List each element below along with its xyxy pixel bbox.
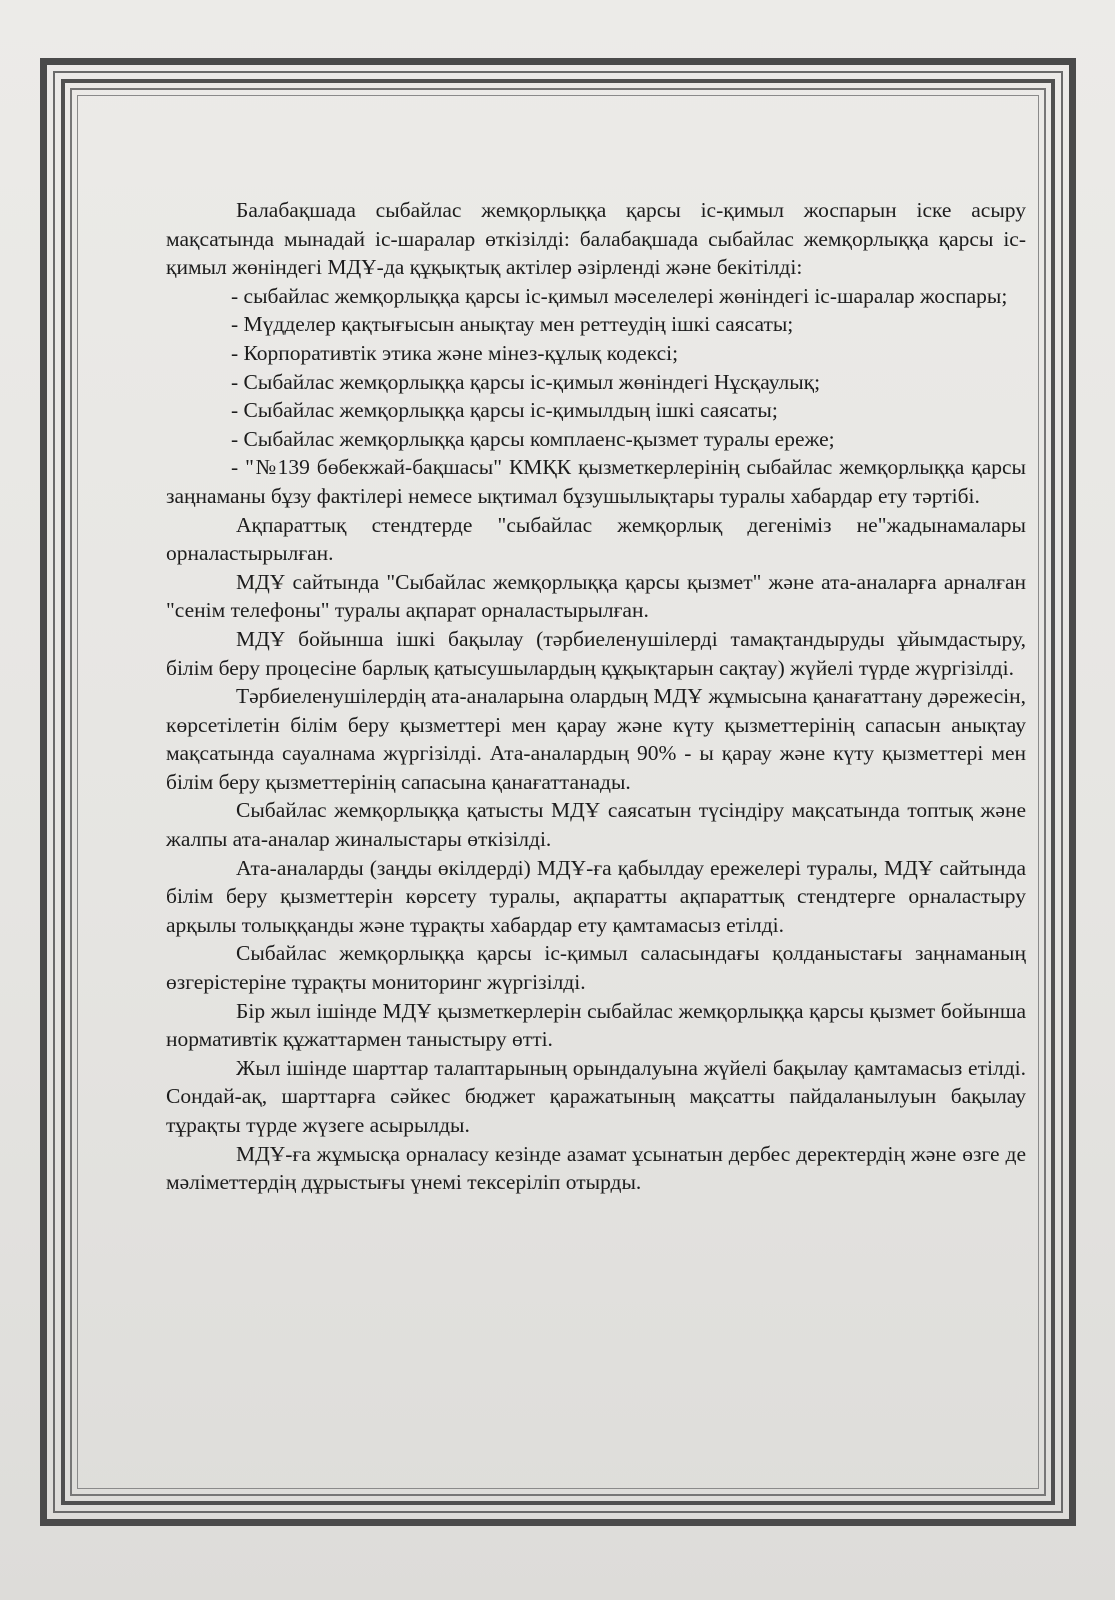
body-paragraph: Ақпараттық стендтерде "сыбайлас жемқорлық дегеніміз не"жадынамалары орналастырылған. — [166, 512, 1026, 566]
legal-act-item: - "№139 бөбекжай-бақшасы" КМҚК қызметкерлерінің сыбайлас жемқорлыққа қарсы заңнаманы бұзу фактілері немесе ықтимал бұзушылықтары туралы хабардар ету тәртібі. — [166, 455, 1026, 508]
document-body — [166, 196, 1026, 1197]
body-paragraph: МДҰ сайтында "Сыбайлас жемқорлыққа қарсы қызмет" және ата-аналарға арналған "сенім телефоны" туралы ақпарат орналастырылған. — [166, 569, 1026, 623]
body-paragraph: Тәрбиеленушілердің ата-аналарына олардың МДҰ жұмысына қанағаттану дәрежесін, көрсетілетін білім беру қызметтері мен қарау және күту қызметтерінің сапасын анықтау мақсатында сауалнама жүргізілді. Ата-аналардың 90% - ы қарау және күту қызметтері мен білім беру қызметтерінің сапасына қанағаттанады. — [166, 684, 1026, 794]
legal-act-item: - сыбайлас жемқорлыққа қарсы іс-қимыл мәселелері жөніндегі іс-шаралар жоспары; — [231, 283, 1008, 308]
body-paragraph: МДҰ бойынша ішкі бақылау (тәрбиеленушілерді тамақтандыруды ұйымдастыру, білім беру процесіне барлық қатысушылардың құқықтарын сақтау) жүйелі түрде жүргізілді. — [166, 626, 1026, 680]
legal-act-item: - Сыбайлас жемқорлыққа қарсы іс-қимыл жөніндегі Нұсқаулық; — [231, 369, 821, 394]
legal-act-item: - Сыбайлас жемқорлыққа қарсы іс-қимылдың ішкі саясаты; — [231, 398, 778, 423]
body-paragraph: Сыбайлас жемқорлыққа қатысты МДҰ саясатын түсіндіру мақсатында топтық және жалпы ата-аналар жиналыстары өткізілді. — [166, 798, 1026, 852]
legal-act-item: - Мүдделер қақтығысын анықтау мен реттеудің ішкі саясаты; — [231, 312, 794, 337]
body-paragraph: Ата-аналарды (заңды өкілдерді) МДҰ-ға қабылдау ережелері туралы, МДҰ сайтында білім беру қызметтерін көрсету туралы, ақпаратты ақпараттық стендтерге орналастыру арқылы толыққанды және тұрақты хабардар ету қамтамасыз етілді. — [166, 855, 1026, 937]
body-paragraph: МДҰ-ға жұмысқа орналасу кезінде азамат ұсынатын дербес деректердің және өзге де мәліметтердің дұрыстығы үнемі тексеріліп отырды. — [166, 1141, 1026, 1195]
intro-paragraph: Балабақшада сыбайлас жемқорлыққа қарсы іс-қимыл жоспарын іске асыру мақсатында мынадай іс-шаралар өткізілді: балабақшада сыбайлас жемқорлыққа қарсы іс-қимыл жөніндегі МДҰ-да құқықтық актілер әзірленді және бекітілді: — [166, 198, 1026, 280]
legal-act-item: - Сыбайлас жемқорлыққа қарсы комплаенс-қызмет туралы ереже; — [231, 426, 835, 451]
body-paragraph: Жыл ішінде шарттар талаптарының орындалуына жүйелі бақылау қамтамасыз етілді. Сондай-ақ, шарттарға сәйкес бюджет қаражатының мақсатты пайдаланылуын бақылау тұрақты түрде жүзеге асырылды. — [166, 1055, 1026, 1137]
body-paragraph: Бір жыл ішінде МДҰ қызметкерлерін сыбайлас жемқорлыққа қарсы қызмет бойынша нормативтік құжаттармен таныстыру өтті. — [166, 998, 1026, 1052]
body-paragraph: Сыбайлас жемқорлыққа қарсы іс-қимыл саласындағы қолданыстағы заңнаманың өзгерістеріне тұрақты мониторинг жүргізілді. — [166, 941, 1026, 995]
legal-act-item: - Корпоративтік этика және мінез-құлық кодексі; — [231, 340, 679, 365]
legal-acts-list — [166, 282, 1026, 511]
